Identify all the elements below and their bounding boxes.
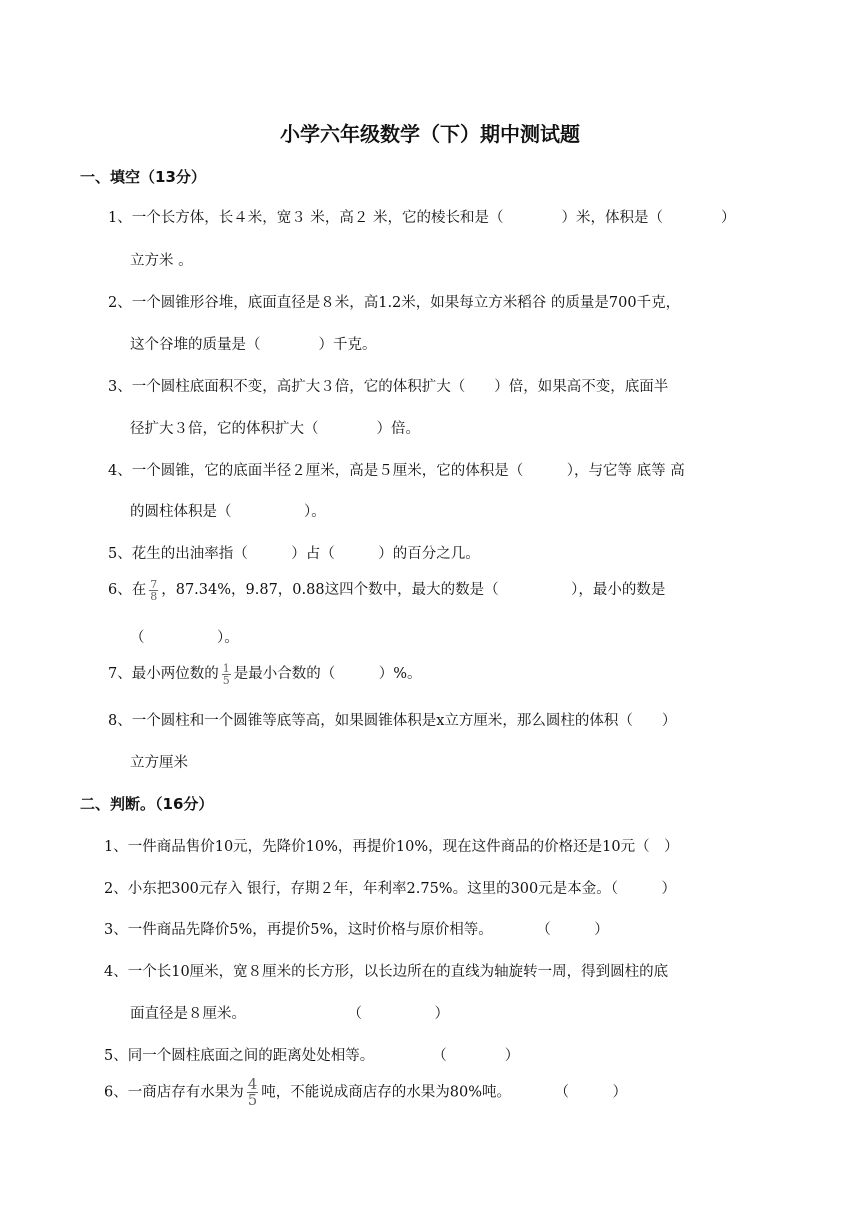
question-8-continued: 立方厘米	[130, 755, 188, 771]
fraction-numerator: 4	[247, 1075, 258, 1093]
judge-question-5: 5、同一个圆柱底面之间的距离处处相等。 （ ）	[104, 1048, 520, 1064]
judge-question-6-prefix: 6、一商店存有水果为	[104, 1084, 244, 1101]
question-7-prefix: 7、最小两位数的	[108, 666, 219, 682]
question-2: 2、一个圆锥形谷堆，底面直径是８米，高1.2米，如果每立方米稻谷 的质量是700千克，	[108, 295, 681, 311]
judge-question-4: 4、一个长10厘米，宽８厘米的长方形，以长边所在的直线为轴旋转一周，得到圆柱的底	[104, 964, 669, 980]
judge-question-4-continued: 面直径是８厘米。 （ ）	[130, 1006, 449, 1022]
section-heading-true-false: 二、判断。（16分）	[80, 795, 214, 813]
question-4: 4、一个圆锥，它的底面半径２厘米，高是５厘米，它的体积是（ ），与它等 底等 高	[108, 463, 685, 479]
question-1-continued: 立方米 。	[130, 253, 193, 269]
judge-question-1: 1、一件商品售价10元，先降价10%，再提价10%，现在这件商品的价格还是10元（ ）	[104, 839, 679, 855]
section-heading-fill-blanks: 一、填空（13分）	[80, 168, 206, 186]
question-3-continued: 径扩大３倍，它的体积扩大（ ）倍。	[130, 421, 420, 437]
fraction-one-fifth	[222, 663, 231, 686]
question-5: 5、花生的出油率指（ ）占（ ）的百分之几。	[108, 546, 480, 562]
page-title: 小学六年级数学（下）期中测试题	[280, 122, 580, 146]
question-6-prefix: 6、在	[108, 582, 147, 598]
fraction-denominator: 5	[222, 673, 230, 687]
judge-question-6-suffix: 吨，不能说成商店存的水果为80%吨。 （ ）	[261, 1084, 628, 1101]
fraction-numerator: 7	[150, 577, 158, 591]
fraction-seven-eighths	[149, 579, 158, 602]
fraction-denominator: 5	[247, 1091, 258, 1109]
question-2-continued: 这个谷堆的质量是（ ）千克。	[130, 337, 377, 353]
question-1: 1、一个长方体，长４米，宽３ 米，高２ 米，它的棱长和是（ ）米，体积是（ ）	[108, 210, 736, 226]
question-7-suffix: 是最小合数的（ ）%。	[233, 666, 422, 682]
question-7	[108, 662, 422, 686]
fraction-four-fifths	[247, 1077, 259, 1108]
question-6	[108, 578, 665, 602]
judge-question-2: 2、小东把300元存入 银行，存期２年，年利率2.75%。这里的300元是本金。（ ）	[104, 881, 676, 897]
question-3: 3、一个圆柱底面积不变，高扩大３倍，它的体积扩大（ ）倍，如果高不变，底面半	[108, 379, 669, 395]
question-4-continued: 的圆柱体积是（ ）。	[130, 504, 326, 520]
question-6-continued: （ ）。	[130, 630, 239, 646]
question-8: 8、一个圆柱和一个圆锥等底等高，如果圆锥体积是x立方厘米，那么圆柱的体积（ ）	[108, 713, 677, 729]
judge-question-6	[104, 1077, 627, 1108]
fraction-denominator: 8	[150, 589, 158, 603]
judge-question-3: 3、一件商品先降价5%，再提价5%，这时价格与原价相等。 （ ）	[104, 922, 609, 938]
fraction-numerator: 1	[222, 661, 230, 675]
question-6-suffix: ，87.34%，9.87，0.88这四个数中，最大的数是（ ），最小的数是	[161, 582, 666, 598]
